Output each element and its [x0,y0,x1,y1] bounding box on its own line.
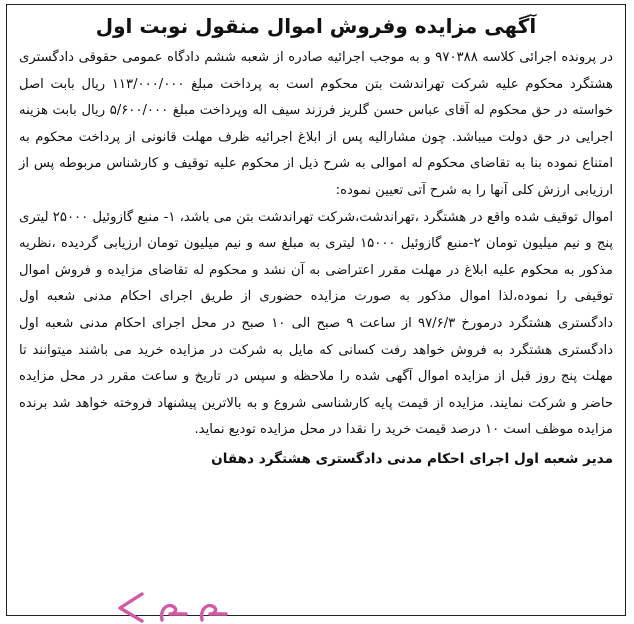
handwritten-mark [112,590,242,624]
notice-body [19,45,613,444]
notice-title: آگهی مزایده وفروش اموال منقول نوبت اول [95,14,537,38]
notice-paragraph-1: در پرونده اجرائی کلاسه ۹۷۰۳۸۸ و به موجب اجرائیه صادره از شعبه ششم دادگاه عمومی حقوقی دادگستری هشتگرد محکوم علیه شرکت تهراندشت بتن محکوم است به پرداخت مبلغ ۱۱۳/۰۰۰/۰۰۰ ریال بابت اصل خواسته در حق محکوم له آقای عباس حسن گلریز فرزند سیف اله وپرداخت مبلغ ۵/۶۰۰/۰۰۰ ریال بابت هزینه اجرایی در حق دولت میباشد. چون مشارالیه پس از ابلاغ اجرائیه ظرف مهلت قانونی از پرداخت محکوم به امتناع نموده بنا به تقاضای محکوم له اموالی به شرح ذیل از محکوم علیه توقیف و کارشناس مربوطه پس از ارزیابی ارزش کلی آنها را به شرح آتی تعیین نموده: [19,50,613,198]
auction-notice [6,4,626,616]
notice-paragraph-2: اموال توقیف شده واقع در هشتگرد ،تهراندشت،شرکت تهراندشت بتن می باشد، ۱- منبع گازوئیل ۲۵۰۰۰ لیتری پنج و نیم میلیون تومان ۲-منبع گازوئیل ۱۵۰۰۰ لیتری به مبلغ سه و نیم میلیون تومان ارزیابی گردیده ،نظریه مذکور به محکوم علیه ابلاغ در مهلت مقرر اعتراضی به آن نشد و محکوم له تقاضای مزایده و فروش اموال توقیفی را نموده،لذا اموال مذکور به صورت مزایده حضوری از طریق اجرای احکام مدنی شعبه اول دادگستری هشتگرد درمورخ ۹۷/۶/۳ از ساعت ۹ صبح الی ۱۰ صبح در محل اجرای احکام مدنی شعبه اول دادگستری هشتگرد به فروش خواهد رفت کسانی که مایل به شرکت در مزایده خرید می باشند میتوانند تا مهلت پنج روز قبل از مزایده اموال آگهی شده را ملاحظه و سپس در تاریخ و ساعت مقرر در محل مزایده حاضر و شرکت نمایند. مزایده از قیمت پایه کارشناسی شروع و به بالاترین پیشنهاد فروخته خواهد شد برنده مزایده موظف است ۱۰ درصد قیمت خرید را نقدا در محل مزایده تودیع نماید. [19,209,613,438]
notice-signature: مدیر شعبه اول اجرای احکام مدنی دادگستری هشتگرد دهقان [211,450,613,467]
